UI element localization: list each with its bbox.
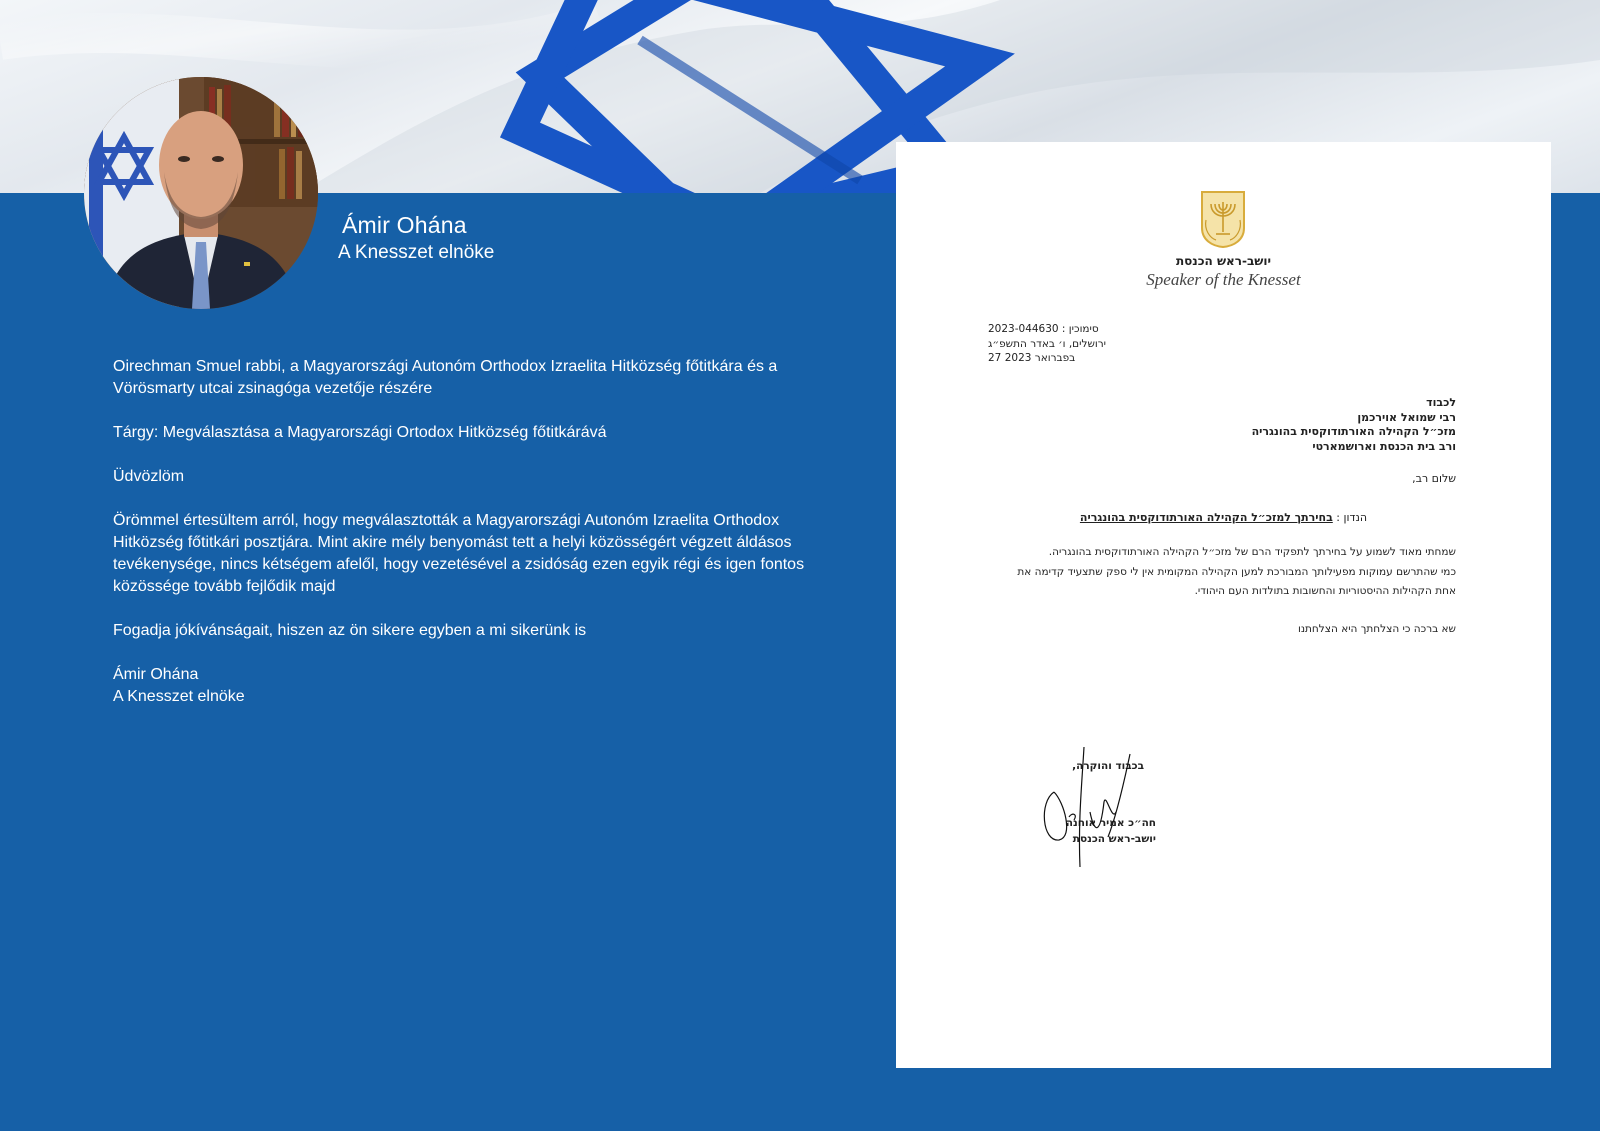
address-line: ורב בית הכנסת וארושמארטי — [1312, 439, 1456, 453]
letterhead-title: יושב-ראש הכנסת — [1175, 254, 1272, 268]
hebrew-closing: שא ברכה כי הצלחתך היא הצלחתנו — [1297, 623, 1456, 635]
speaker-portrait — [84, 77, 318, 309]
hebrew-body — [1017, 543, 1456, 602]
body-line: כמי שהתרשם עמוקות מפעילותך המבורכת למען הקהילה המקומית אין לי ספק שתצעיד קדימה את — [1017, 565, 1456, 578]
body-line: שמחתי מאוד לשמוע על בחירתך לתפקיד הרם של מזכ״ל הקהילה האורתודוקסית בהונגריה. — [1048, 546, 1456, 558]
wishes-text: Fogadja jókívánságait, hiszen az ön sikere egyben a mi sikerünk is — [113, 622, 587, 639]
hebrew-subject — [896, 511, 1551, 524]
body-line: אחת הקהילות ההיסטוריות והחשובות בתולדות העם היהודי. — [1194, 585, 1456, 597]
signer-name: חה״כ אמיר אוחנה — [1065, 817, 1156, 829]
subject-value: בחירתך למזכ״ל הקהילה האורתודוקסית בהונגריה — [1079, 511, 1333, 524]
letterhead-title-en: Speaker of the Knesset — [1146, 270, 1301, 289]
address-line: רבי שמואל אוירכמן — [1357, 410, 1456, 424]
hebrew-letter-paper — [896, 142, 1551, 1068]
address-line: מזכ״ל הקהילה האורתודוקסית בהונגריה — [1251, 425, 1456, 438]
body-text: Örömmel értesültem arról, hogy megválasztották a Magyarországi Autonóm Izraelita Orthodox Hitközség főtitkári posztjára. Mint akire mély benyomást tett a helyi közösségért végzett áldásos tevékenysége, nincs kétségem afelől, hogy vezetésével a zsidóság ezen egyik régi és igen fontos közössége tovább fejlődik majd — [113, 512, 805, 595]
hebrew-greeting: שלום רב, — [1412, 472, 1456, 485]
address-line: לכבוד — [1426, 396, 1456, 409]
greeting-text: Üdvözlöm — [113, 468, 185, 485]
recipient-text: Oirechman Smuel rabbi, a Magyarországi Autonóm Orthodox Izraelita Hitközség főtitkára és a Vörösmarty utcai zsinagóga vezetője részére — [113, 358, 778, 397]
sign-name: Ámir Ohána — [113, 666, 199, 683]
regards-text: בכבוד והוקרה, — [1072, 760, 1144, 772]
sign-role: A Knesszet elnöke — [113, 688, 245, 705]
handwritten-signature — [1034, 742, 1144, 872]
date-gregorian: 27 בפברואר 2023 — [988, 352, 1076, 364]
recipient-address — [1252, 396, 1456, 454]
menorah-emblem-icon — [1200, 190, 1246, 248]
reference-number: סימוכין : 2023-044630 — [988, 323, 1099, 335]
letter-meta — [988, 322, 1106, 366]
hungarian-letter — [113, 356, 853, 708]
subject-text: Tárgy: Megválasztása a Magyarországi Ortodox Hitközség főtitkárává — [113, 424, 607, 441]
speaker-role: A Knesszet elnöke — [338, 242, 495, 263]
signer-title: יושב-ראש הכנסת — [1072, 833, 1156, 845]
date-hebrew: ירושלים, ו׳ באדר התשפ״ג — [988, 337, 1107, 350]
name-block — [338, 212, 494, 264]
speaker-name: Ámir Ohána — [342, 212, 467, 238]
subject-label: הנדון : — [1336, 511, 1368, 524]
